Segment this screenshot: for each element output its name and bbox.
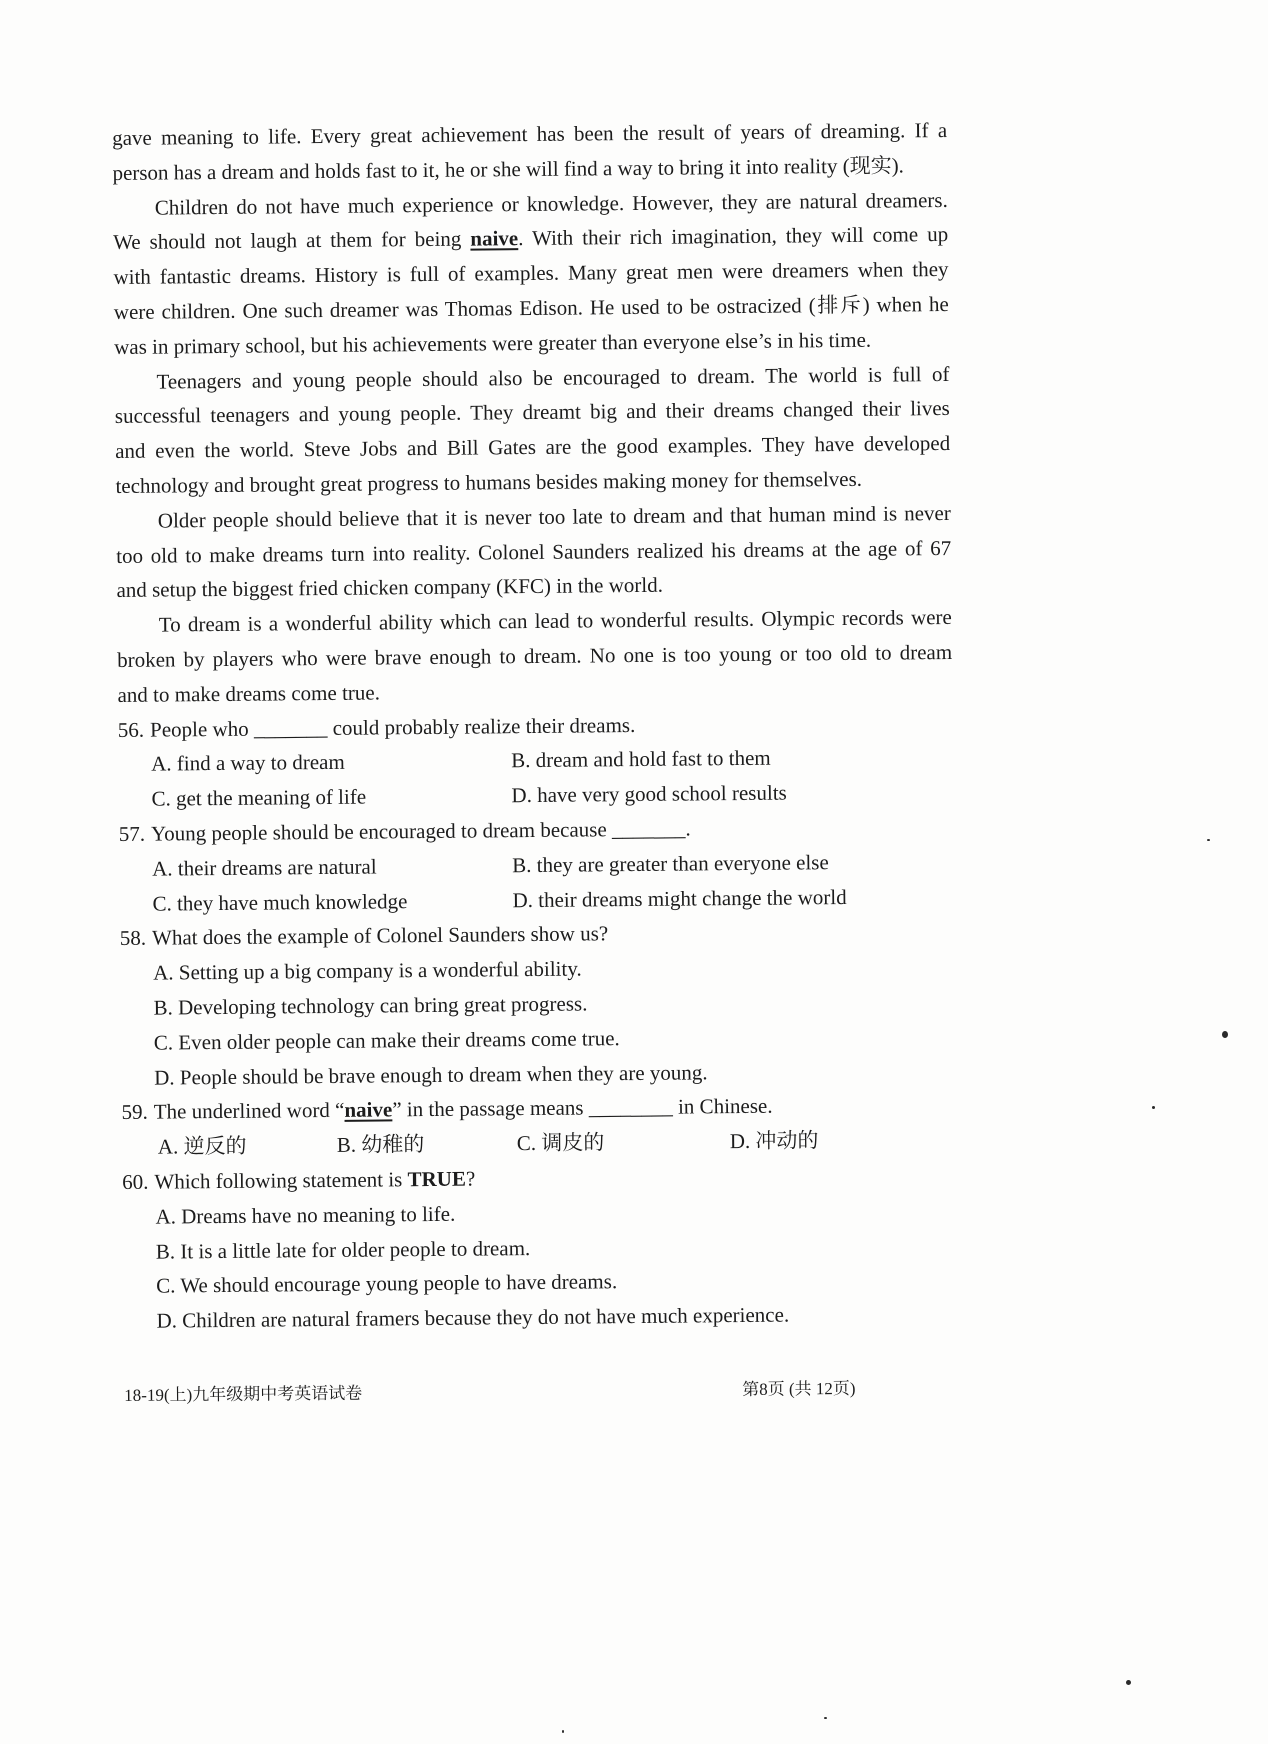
question-number: 56. — [117, 717, 145, 742]
reading-passage — [112, 113, 953, 713]
passage-line: To dream is a wonderful ability which can lead to wonderful results. Olympic records were — [158, 605, 952, 637]
footer-page-number: 第8页 (共 12页) — [742, 1378, 856, 1400]
question-text: ” in the passage means ________ in Chinese. — [392, 1094, 773, 1122]
passage-line: was in primary school, but his achievements were greater than everyone else’s in his time. — [114, 327, 872, 359]
passage-paragraph — [112, 113, 948, 191]
question-59 — [121, 1087, 957, 1165]
option-56-c: C. get the meaning of life — [151, 784, 367, 811]
scan-speck — [1222, 1031, 1228, 1038]
passage-line: broken by players who were brave enough to dream. No one is too young or too old to dream — [117, 639, 953, 672]
option-56-b: B. dream and hold fast to them — [511, 746, 771, 773]
passage-line: Teenagers and young people should also be encouraged to dream. The world is full of — [156, 361, 950, 394]
passage-line: successful teenagers and young people. They dreamt big and their dreams changed their lives — [114, 396, 950, 429]
passage-line: with fantastic dreams. History is full of examples. Many great men were dreamers when they — [113, 257, 949, 290]
option-56-a: A. find a way to dream — [151, 750, 345, 776]
option-59-c: C. 调皮的 — [516, 1130, 605, 1156]
option-58-a: A. Setting up a big company is a wonderful ability. — [153, 956, 582, 985]
option-56-d: D. have very good school results — [511, 780, 787, 808]
question-text: Young people should be encouraged to dream because _______. — [150, 816, 691, 846]
page-content — [112, 113, 959, 1405]
passage-text: We should not laugh at them for being — [113, 226, 471, 255]
passage-line: technology and brought great progress to humans besides making money for themselves. — [115, 466, 863, 498]
passage-line: Older people should believe that it is never too late to dream and that human mind is never — [157, 500, 951, 533]
passage-line: person has a dream and holds fast to it, he or she will find a way to bring it into reality (现实). — [112, 153, 904, 185]
question-58 — [120, 913, 957, 1095]
option-57-d: D. their dreams might change the world — [512, 884, 847, 912]
question-number: 57. — [118, 821, 146, 846]
question-number: 59. — [121, 1100, 148, 1125]
passage-line: Children do not have much experience or knowledge. However, they are natural dreamers. — [154, 187, 948, 220]
passage-line: gave meaning to life. Every great achievement has been the result of years of dreaming. If a — [112, 117, 948, 150]
option-57-c: C. they have much knowledge — [152, 888, 408, 916]
passage-line: and to make dreams come true. — [117, 680, 381, 707]
passage-paragraph — [116, 496, 952, 608]
option-58-d: D. People should be brave enough to dream when they are young. — [154, 1059, 708, 1090]
scan-speck — [562, 1730, 564, 1733]
scan-speck — [824, 1717, 827, 1719]
option-59-a: A. 逆反的 — [157, 1133, 247, 1159]
passage-text: . With their rich imagination, they will come up — [518, 222, 949, 251]
passage-paragraph — [114, 357, 950, 504]
option-57-a: A. their dreams are natural — [152, 854, 377, 881]
scan-speck — [1152, 1106, 1155, 1109]
question-60 — [122, 1157, 959, 1339]
option-60-b: B. It is a little late for older people to dream. — [155, 1235, 531, 1264]
option-60-a: A. Dreams have no meaning to life. — [155, 1201, 456, 1229]
passage-line: were children. One such dreamer was Thomas Edison. He used to be ostracized (排斥) when he — [113, 291, 949, 324]
scan-speck — [1207, 839, 1210, 841]
passage-paragraph — [117, 600, 953, 712]
question-text: The underlined word “ — [153, 1098, 345, 1124]
question-57 — [119, 809, 955, 921]
option-60-d: D. Children are natural framers because they do not have much experience. — [156, 1302, 790, 1333]
question-text: Which following statement is — [154, 1167, 408, 1194]
passage-line: too old to make dreams turn into reality. Colonel Saunders realized his dreams at the age of 67 — [116, 535, 952, 568]
question-number: 60. — [122, 1169, 149, 1194]
question-text: What does the example of Colonel Saunders show us? — [151, 921, 609, 950]
question-text: ? — [465, 1166, 476, 1191]
footer-exam-title: 18-19(上)九年级期中考英语试卷 — [124, 1383, 363, 1405]
option-57-b: B. they are greater than everyone else — [512, 849, 829, 877]
question-56 — [118, 705, 954, 817]
question-number: 58. — [119, 926, 147, 951]
passage-line: and even the world. Steve Jobs and Bill Gates are the good examples. They have developed — [115, 431, 951, 464]
passage-line: and setup the biggest fried chicken company (KFC) in the world. — [116, 573, 664, 603]
option-59-d: D. 冲动的 — [729, 1128, 819, 1154]
underlined-word: naive — [344, 1097, 393, 1123]
question-text: People who _______ could probably realize their dreams. — [149, 712, 636, 742]
underlined-word: naive — [470, 226, 519, 251]
option-59-b: B. 幼稚的 — [336, 1132, 425, 1157]
emphasis-word: TRUE — [407, 1166, 467, 1192]
scan-speck — [1126, 1680, 1131, 1685]
option-60-c: C. We should encourage young people to have dreams. — [156, 1269, 618, 1298]
option-58-b: B. Developing technology can bring great progress. — [153, 991, 588, 1020]
passage-paragraph — [113, 183, 950, 365]
option-58-c: C. Even older people can make their dreams come true. — [153, 1025, 620, 1055]
